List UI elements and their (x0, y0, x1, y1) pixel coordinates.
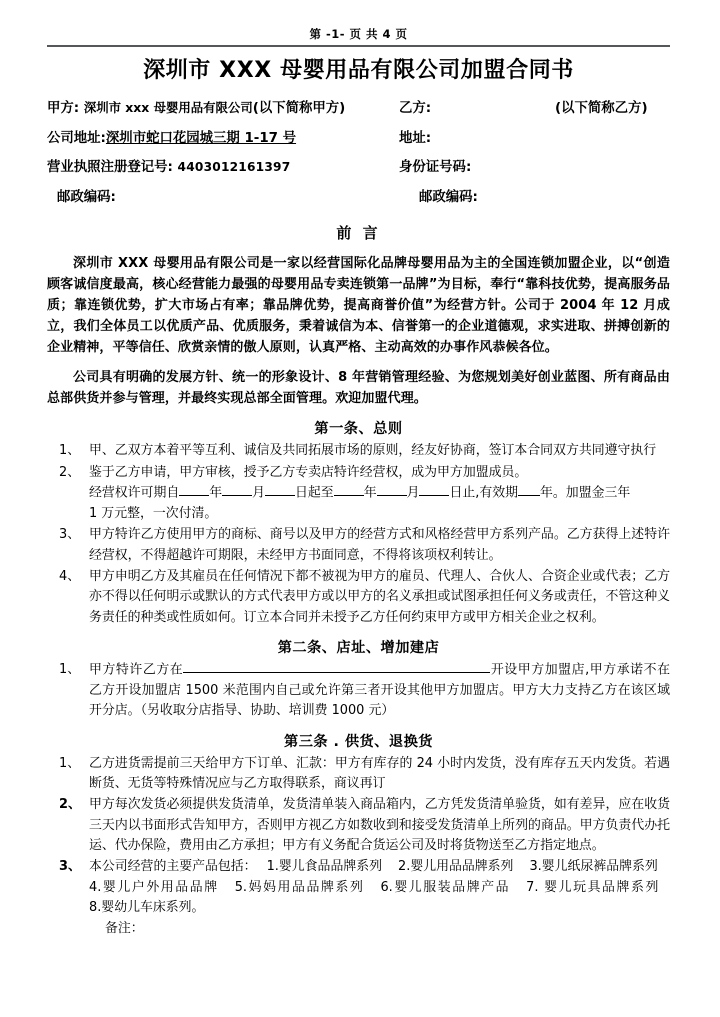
party-b-address-label: 地址: (399, 130, 432, 146)
postcode-b-label: 邮政编码: (419, 189, 478, 205)
party-information-block (47, 100, 670, 206)
business-license-cell (47, 159, 399, 176)
term-label-year-2: 年 (363, 485, 377, 501)
product-item-1: 1.婴儿食品品牌系列 (266, 859, 383, 875)
term-end-month-blank[interactable] (377, 483, 407, 496)
product-item-2: 2.婴儿用品品牌系列 (398, 859, 514, 875)
party-b-address-cell (399, 130, 670, 147)
product-item-3: 3.婴儿纸尿裤品牌系列 (529, 859, 658, 875)
clause-3-3-lead: 本公司经营的主要产品包括： (89, 859, 257, 875)
party-b-note: (以下简称乙方) (555, 101, 648, 117)
clause-3-1 (47, 754, 670, 795)
postcode-b-cell (409, 189, 670, 206)
clause-1-3-text: 甲方特许乙方使用甲方的商标、商号以及甲方的经营方式和风格经营甲方系列产品。乙方获得上述特许经营权，不得超越许可期限，未经甲方书面同意，不得将该项权利转让。 (89, 527, 670, 563)
product-item-4: 4.婴儿户外用品品牌 (89, 879, 219, 895)
section-2-heading: 第二条、店址、增加建店 (277, 640, 440, 657)
clause-1-1-number: 1、 (59, 443, 81, 459)
party-row-names (47, 100, 670, 117)
postcode-a-cell (47, 189, 409, 206)
clause-3-2-number: 2、 (59, 797, 81, 813)
party-b-label: 乙方: (399, 101, 432, 117)
clause-1-2-term-line (89, 483, 670, 504)
party-row-postcode (47, 189, 670, 206)
preface-paragraph-2: 公司具有明确的发展方针、统一的形象设计、8 年营销管理经验、为您规划美好创业蓝图、所有商品由总部供货并参与管理，并最终实现总部全面管理。欢迎加盟代理。 (47, 370, 670, 407)
remark-label: 备注： (105, 921, 144, 937)
preface-paragraph-1: 深圳市 XXX 母婴用品有限公司是一家以经营国际化品牌母婴用品为主的全国连锁加盟企业，以“创造顾客诚信度最高，核心经营能力最强的母婴用品专卖连锁第一品牌”为目标，奉行“靠科技优势，提高服务品质；靠连锁优势，扩大市场占有率；靠品牌优势，提高商誉价值”为经营方针。公司于 2004 年 12 月成立，我们全体员工以优质产品、优质服务，秉着诚信为本、信誉第一的企业道德观，求实进取、拼搏创新的企业精神，平等信任、欣赏亲情的傲人原则，认真严格、主动高效的办事作风恭候各位。 (47, 255, 670, 356)
product-item-5: 5.妈妈用品品牌系列 (234, 879, 365, 895)
clause-1-2-number: 2、 (59, 464, 81, 480)
product-item-6: 6.婴儿服装品牌产品 (380, 879, 511, 895)
clause-1-4 (47, 567, 670, 628)
term-start-year-blank[interactable] (179, 483, 209, 496)
clause-1-4-number: 4、 (59, 568, 81, 584)
section-1-clause-list (47, 441, 670, 628)
term-start-month-blank[interactable] (222, 483, 252, 496)
clause-1-2-text: 鉴于乙方申请，甲方审核，授予乙方专卖店特许经营权，成为甲方加盟成员。 (89, 464, 528, 480)
clause-1-1-text: 甲、乙双方本着平等互利、诚信及共同拓展市场的原则，经友好协商，签订本合同双方共同遵守执行 (89, 443, 657, 459)
preface-heading: 前 言 (336, 223, 381, 242)
term-prefix: 经营权许可期自 (89, 485, 180, 501)
clause-1-2 (47, 463, 670, 524)
company-address-label: 公司地址: (47, 130, 106, 146)
product-item-8: 8.婴幼儿车床系列。 (89, 900, 205, 916)
clause-2-1-prefix: 甲方特许乙方在 (89, 662, 184, 678)
clause-3-3 (47, 857, 670, 939)
clause-3-3-number: 3、 (59, 859, 81, 875)
product-line-2 (89, 878, 670, 919)
term-label-fee: 年。加盟金三年 (540, 485, 631, 501)
postcode-a-label: 邮政编码: (57, 189, 116, 205)
term-label-month-2: 月 (406, 485, 420, 501)
clause-2-1-text: 开设甲方加盟店,甲方承诺不在乙方开设加盟店 1500 米范围内自己或允许第三者开设其他甲方加盟店。甲方大力支持乙方在该区域开分店。（另收取分店指导、协助、培训费 1000 元） (89, 662, 670, 719)
section-2-clause-list (47, 660, 670, 721)
party-a-note: (以下简称甲方) (252, 101, 346, 117)
id-number-label: 身份证号码: (399, 160, 472, 176)
product-item-7: 7. 婴儿玩具品牌系列 (526, 879, 660, 895)
header-divider (47, 45, 670, 47)
party-row-registration (47, 159, 670, 176)
company-address-value: 深圳市蛇口花园城三期 1-17 号 (105, 130, 297, 146)
company-address-cell (47, 130, 399, 147)
business-license-value: 4403012161397 (177, 160, 291, 175)
party-a-value: 深圳市 xxx 母婴用品有限公司 (83, 100, 253, 116)
page-number-header: 第 -1- 页 共 4 页 (309, 27, 408, 41)
term-label-day-1: 日起至 (295, 485, 334, 501)
party-b-cell (399, 100, 670, 117)
clause-1-1 (47, 441, 670, 461)
clause-2-1-number: 1、 (59, 662, 81, 678)
business-license-label: 营业执照注册登记号: (47, 160, 173, 176)
clause-1-3 (47, 525, 670, 566)
clause-1-3-number: 3、 (59, 527, 81, 543)
party-row-address (47, 130, 670, 147)
clause-3-2-text: 甲方每次发货必须提供发货清单，发货清单装入商品箱内，乙方凭发货清单验货，如有差异，应在收货三天内以书面形式告知甲方，否则甲方视乙方如数收到和接受发货清单上所列的商品。甲方负责代办托运、代办保险，费用由乙方承担；甲方有义务配合货运公司及时将货物送至乙方指定地点。 (89, 797, 670, 854)
term-end-year-blank[interactable] (334, 483, 364, 496)
section-1-heading: 第一条、总则 (314, 421, 403, 438)
clause-2-1 (47, 660, 670, 721)
id-number-cell (399, 159, 670, 176)
term-label-valid: 日止,有效期 (449, 485, 519, 501)
term-label-month-1: 月 (252, 485, 266, 501)
party-a-label: 甲方: (47, 101, 80, 117)
term-end-day-blank[interactable] (419, 483, 449, 496)
section-3-heading: 第三条 . 供货、退换货 (284, 733, 433, 750)
term-label-year-1: 年 (209, 485, 223, 501)
section-3-clause-list (47, 754, 670, 940)
term-start-day-blank[interactable] (265, 483, 295, 496)
page-content (47, 0, 670, 941)
document-title: 深圳市 XXX 母婴用品有限公司加盟合同书 (143, 57, 574, 83)
party-a-cell (47, 100, 399, 117)
store-location-blank[interactable] (183, 660, 490, 673)
clause-1-4-text: 甲方申明乙方及其雇员在任何情况下都不被视为甲方的雇员、代理人、合伙人、合资企业或代表；乙方亦不得以任何明示或默认的方式代表甲方或以甲方的名义承担或试图承担任何义务或责任，不管这种义务责任的种类或性质如何。订立本合同并未授予乙方任何约束甲方或甲方相关企业之权利。 (89, 568, 670, 625)
clause-1-2-fee-line: 1 万元整，一次付清。 (89, 505, 218, 521)
term-duration-blank[interactable] (518, 483, 540, 496)
clause-3-1-number: 1、 (59, 755, 81, 771)
clause-3-1-text: 乙方进货需提前三天给甲方下订单、汇款：甲方有库存的 24 小时内发货，没有库存五天内发货。若遇断货、无货等特殊情况应与乙方取得联系，商议再订 (89, 755, 670, 791)
clause-3-2 (47, 795, 670, 856)
